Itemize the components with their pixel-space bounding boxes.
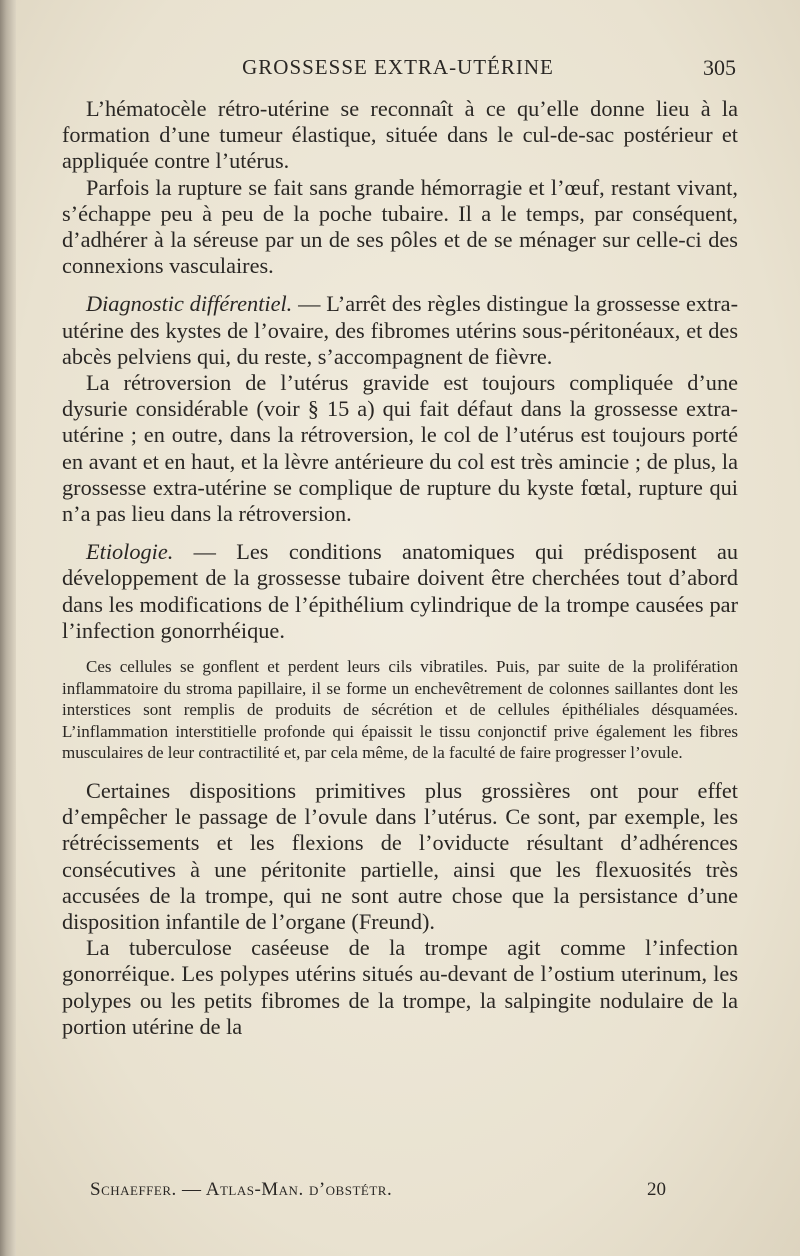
running-title: GROSSESSE EXTRA-UTÉRINE [242, 55, 554, 79]
sheet-number: 20 [647, 1179, 666, 1200]
paragraph-retroversion: La rétroversion de l’utérus gravide est toujours compliquée d’une dysurie considérable (voir § 15 a) qui fait défaut dans la grossesse extra-utérine ; en outre, dans la rétroversion, le col de l’utérus est toujours porté en avant et en haut, et la lèvre antérieure du col est très amincie ; de plus, la grossesse extra-utérine se complique de rupture du kyste fœtal, rupture qui n’a pas lieu dans la rétroversion. [62, 370, 738, 527]
section-heading-diagnostic: Diagnostic différentiel. [86, 291, 293, 317]
paragraph-dispositions: Certaines dispositions primitives plus grossières ont pour effet d’empêcher le passage de l’ovule dans l’utérus. Ce sont, par exemple, les rétrécissements et les flexions de l’oviducte résultant d’adhérences consécutives à une péritonite partielle, ainsi que les flexuosités très accusées de la trompe, qui ne sont autre chose que la persistance d’une disposition infantile de l’organe (Freund). [62, 778, 738, 935]
paragraph-diagnostic [62, 291, 738, 370]
book-spine-shadow [0, 0, 16, 1256]
page-body [62, 96, 738, 1040]
running-header [60, 55, 736, 85]
diagnostic-text: — L’arrêt des règles distingue la grossesse extra-utérine des kystes de l’ovaire, des fibromes utérins sous-péritonéaux, et des abcès pelviens qui, du reste, s’accompagnent de fièvre. [62, 291, 738, 369]
paragraph-hematocele: L’hématocèle rétro-utérine se reconnaît à ce qu’elle donne lieu à la formation d’une tumeur élastique, située dans le cul-de-sac postérieur et appliquée contre l’utérus. [62, 96, 738, 174]
page-footer [90, 1179, 666, 1207]
section-heading-etiologie: Etiologie. [86, 539, 174, 565]
small-print-paragraph: Ces cellules se gonflent et perdent leurs cils vibratiles. Puis, par suite de la prolifération inflammatoire du stroma papillaire, il se forme un enchevêtrement de colonnes saillantes dont les interstices sont remplis de produits de sécrétion et de cellules épithéliales désquamées. L’inflammation interstitielle profonde qui épaissit le tissu conjonctif prive également les fibres musculaires de leur contractilité et, par cela même, de la faculté de faire progresser l’ovule. [62, 657, 738, 763]
paragraph-tuberculose: La tuberculose caséeuse de la trompe agit comme l’infection gonorréique. Les polypes utérins situés au-devant de l’ostium uterinum, les polypes ou les petits fibromes de la trompe, la salpingite nodulaire de la portion utérine de la [62, 935, 738, 1039]
paragraph-rupture: Parfois la rupture se fait sans grande hémorragie et l’œuf, restant vivant, s’échappe peu à peu de la poche tubaire. Il a le temps, par conséquent, d’adhérer à la séreuse par un de ses pôles et de se ménager sur celle-ci des connexions vasculaires. [62, 174, 738, 279]
page-number: 305 [703, 55, 736, 80]
footer-signature: Schaeffer. — Atlas-Man. d’obstétr. [90, 1179, 393, 1200]
paragraph-etiologie [62, 539, 738, 644]
etiologie-text: — Les conditions anatomiques qui prédisposent au développement de la grossesse tubaire doivent être cherchées tout d’abord dans les modifications de l’épithélium cylindrique de la trompe causées par l’infection gonorrhéique. [62, 539, 738, 643]
